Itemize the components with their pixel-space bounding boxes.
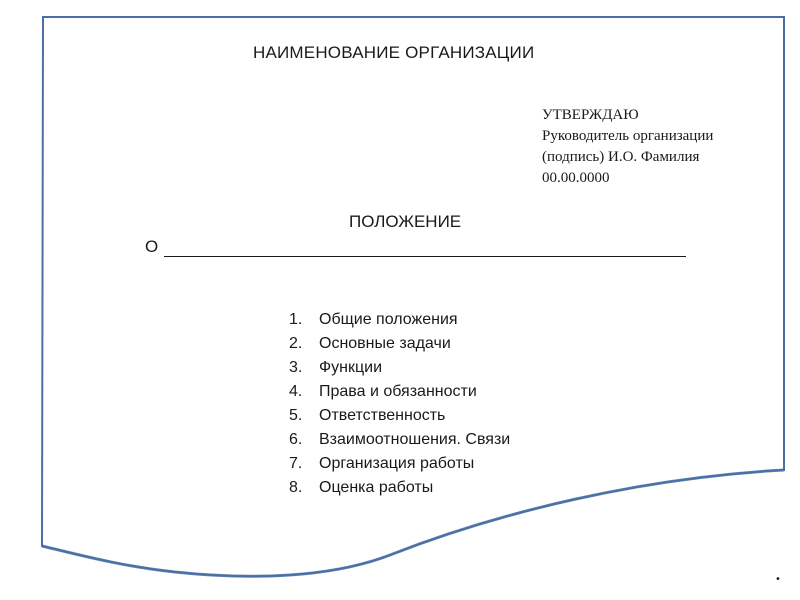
list-item-number: 6. <box>289 431 303 448</box>
list-item-number: 7. <box>289 455 303 472</box>
contents-list <box>289 308 510 500</box>
list-item-label: Взаимоотношения. Связи <box>319 431 511 448</box>
subject-line <box>145 237 686 257</box>
list-item-label: Основные задачи <box>319 335 451 352</box>
list-item-label: Ответственность <box>319 407 446 424</box>
document-title: ПОЛОЖЕНИЕ <box>349 212 462 231</box>
list-item <box>289 380 510 404</box>
list-item <box>289 356 510 380</box>
list-item-label: Функции <box>319 359 383 376</box>
list-item-label: Общие положения <box>319 311 458 328</box>
list-item <box>289 332 510 356</box>
list-item-number: 8. <box>289 479 303 496</box>
subject-prefix: О <box>145 237 159 256</box>
list-item-number: 4. <box>289 383 303 400</box>
list-item-number: 5. <box>289 407 303 424</box>
approval-heading: УТВЕРЖДАЮ <box>542 107 639 123</box>
approval-signature: (подпись) И.О. Фамилия <box>542 149 700 165</box>
list-item-number: 2. <box>289 335 303 352</box>
approval-position: Руководитель организации <box>542 128 714 144</box>
organization-name: НАИМЕНОВАНИЕ ОРГАНИЗАЦИИ <box>253 43 535 62</box>
list-item <box>289 308 510 332</box>
list-item-number: 1. <box>289 311 303 328</box>
list-item <box>289 404 510 428</box>
list-item-label: Права и обязанности <box>319 383 477 400</box>
list-item-label: Оценка работы <box>319 479 434 496</box>
list-item <box>289 476 510 500</box>
approval-date: 00.00.0000 <box>542 170 610 186</box>
list-item <box>289 452 510 476</box>
approval-block <box>542 105 713 189</box>
list-item-label: Организация работы <box>319 455 475 472</box>
list-item <box>289 428 510 452</box>
subject-blank-line <box>164 239 686 257</box>
list-item-number: 3. <box>289 359 303 376</box>
slide-marker: • <box>775 574 781 585</box>
